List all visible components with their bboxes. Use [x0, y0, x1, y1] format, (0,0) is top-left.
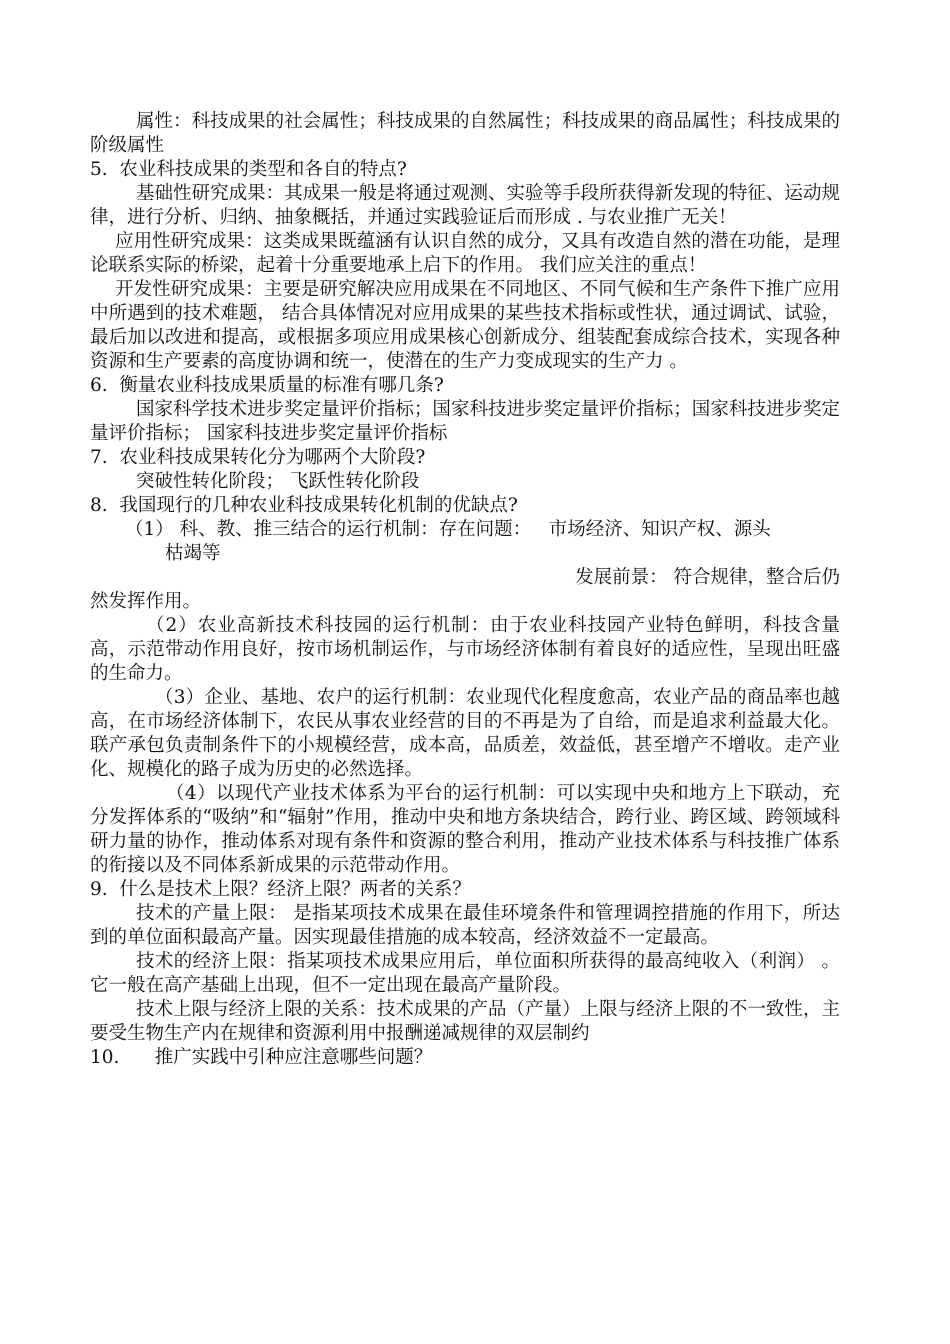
mechanism-1-continuation: 枯竭等: [165, 543, 221, 564]
applied-research-paragraph: 应用性研究成果：这类成果既蕴涵有认识自然的成分，又具有改造自然的潜在功能，是理论联系实际的桥梁，起着十分重要地承上启下的作用。 我们应关注的重点！: [90, 231, 840, 276]
mechanism-1-prospect-end: 然发挥作用。: [90, 591, 202, 612]
mechanism-1-prospect: 发展前景： 符合规律，整合后仍: [575, 567, 840, 588]
mechanism-1-line: （1） 科、教、推三结合的运行机制：存在问题： 市场经济、知识产权、源头: [125, 519, 771, 540]
question-10: 10. 推广实践中引种应注意哪些问题？: [90, 1047, 433, 1068]
basic-research-paragraph: 基础性研究成果：其成果一般是将通过观测、实验等手段所获得新发现的特征、运动规律，进行分析、归纳、抽象概括，并通过实践验证后而形成 . 与农业推广无关！: [90, 183, 840, 228]
mechanism-item-2: （2）农业高新技术科技园的运行机制：由于农业科技园产业特色鲜明，科技含量高，示范带动作用良好，按市场机制运作，与市场经济体制有着良好的适应性，呈现出旺盛的生命力。: [90, 615, 840, 684]
question-6: 6. 衡量农业科技成果质量的标准有哪几条?: [90, 375, 444, 396]
transformation-stages-paragraph: 突破性转化阶段； 飞跃性转化阶段: [136, 471, 420, 492]
limit-relation-paragraph: 技术上限与经济上限的关系：技术成果的产品（产量）上限与经济上限的不一致性，主要受生物生产内在规律和资源利用中报酬递减规律的双层制约: [90, 999, 840, 1044]
development-research-paragraph: 开发性研究成果：主要是研究解决应用成果在不同地区、不同气候和生产条件下推广应用中所遇到的技术难题， 结合具体情况对应用成果的某些技术指标或性状，通过调试、试验，最后加以改进和提高，或根据多项应用成果核心创新成分、组装配套成综合技术，实现各种资源和生产要素的高度协调和统一，使潜在的生产力变成现实的生产力 。: [90, 279, 840, 372]
mechanism-item-3: （3）企业、基地、农户的运行机制：农业现代化程度愈高，农业产品的商品率也越高，在市场经济体制下，农民从事农业经营的目的不再是为了自给，而是追求利益最大化。联产承包负责制条件下的小规模经营，成本高，品质差，效益低，甚至增产不增收。走产业化、规模化的路子成为历史的必然选择。: [90, 687, 840, 780]
document-page: [90, 110, 840, 1070]
mechanism-item-4: （4）以现代产业技术体系为平台的运行机制：可以实现中央和地方上下联动，充分发挥体系的“吸纳”和“辐射”作用，推动中央和地方条块结合，跨行业、跨区域、跨领域科研力量的协作，推动体系对现有条件和资源的整合利用，推动产业技术体系与科技推广体系的衔接以及不同体系新成果的示范带动作用。: [90, 783, 840, 876]
mechanism-item-1: [90, 518, 840, 566]
economic-limit-paragraph: 技术的经济上限：指某项技术成果应用后，单位面积所获得的最高纯收入（利润） 。它一般在高产基础上出现，但不一定出现在最高产量阶段。: [90, 951, 840, 996]
question-9: 9. 什么是技术上限？经济上限？两者的关系？: [90, 879, 471, 900]
quality-standards-paragraph: 国家科学技术进步奖定量评价指标；国家科技进步奖定量评价指标；国家科技进步奖定量评价指标； 国家科技进步奖定量评价指标: [90, 399, 840, 444]
question-7: 7. 农业科技成果转化分为哪两个大阶段?: [90, 447, 426, 468]
yield-limit-paragraph: 技术的产量上限： 是指某项技术成果在最佳环境条件和管理调控措施的作用下，所达到的单位面积最高产量。因实现最佳措施的成本较高，经济效益不一定最高。: [90, 903, 840, 948]
question-5: 5. 农业科技成果的类型和各自的特点?: [90, 159, 407, 180]
attributes-paragraph: 属性：科技成果的社会属性；科技成果的自然属性；科技成果的商品属性；科技成果的阶级属性: [90, 111, 840, 156]
question-8: 8. 我国现行的几种农业科技成果转化机制的优缺点?: [90, 495, 518, 516]
